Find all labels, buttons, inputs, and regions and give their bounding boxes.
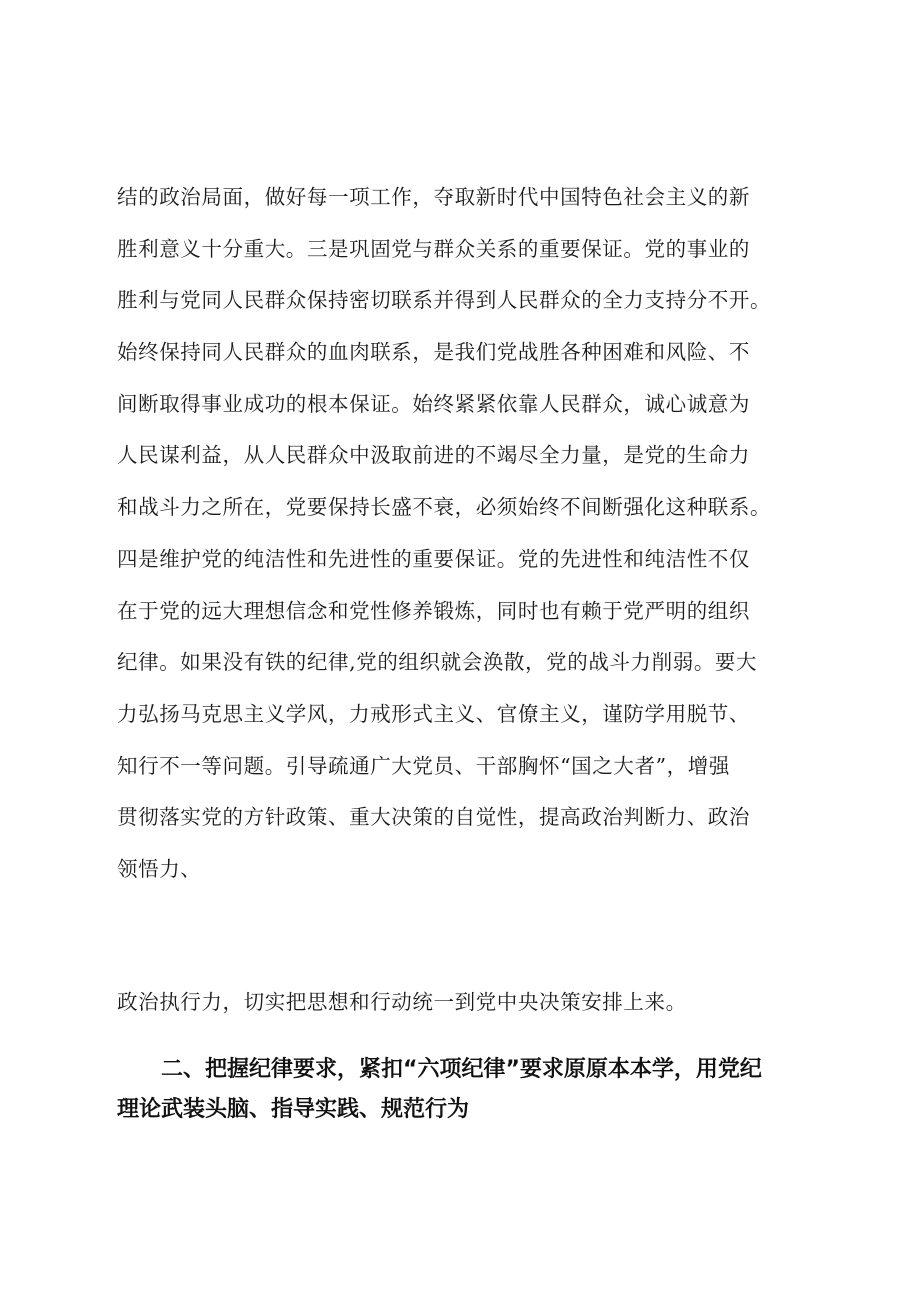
paragraph-last-line: 政治执行力，切实把思想和行动统一到党中央决策安排上来。 [117,990,687,1014]
paragraph-line: 在于党的远大理想信念和党性修养锻炼，同时也有赖于党严明的组织 [117,598,750,623]
paragraph-line: 胜利意义十分重大。三是巩固党与群众关系的重要保证。党的事业的 [117,236,750,261]
section-heading-line-1: 二、把握纪律要求，紧扣“六项纪律”要求原原本本学，用党纪 [161,1057,762,1082]
body-paragraph [117,172,837,896]
section-heading-line-2: 理论武装头脑、指导实践、规范行为 [117,1097,470,1122]
paragraph-line: 结的政治局面，做好每一项工作，夺取新时代中国特色社会主义的新 [117,185,750,209]
paragraph-line: 间断取得事业成功的根本保证。始终紧紧依靠人民群众，诚心诚意为 [117,391,750,416]
paragraph-line: 领悟力、 [117,856,202,881]
paragraph-line: 纪律。如果没有铁的纪律,党的组织就会涣散，党的战斗力削弱。要大 [117,650,758,675]
paragraph-line: 力弘扬马克思主义学风，力戒形式主义、官僚主义，谨防学用脱节、 [117,701,750,726]
paragraph-line: 贯彻落实党的方针政策、重大决策的自觉性，提高政治判断力、政治 [117,805,750,830]
paragraph-line: 和战斗力之所在，党要保持长盛不衰，必须始终不间断强化这种联系。 [117,495,772,520]
paragraph-line: 始终保持同人民群众的血肉联系，是我们党战胜各种困难和风险、不 [117,340,750,365]
paragraph-line: 四是维护党的纯洁性和先进性的重要保证。党的先进性和纯洁性不仅 [117,546,750,571]
section-heading [117,1050,837,1130]
paragraph-line: 人民谋利益，从人民群众中汲取前进的不竭尽全力量，是党的生命力 [117,443,750,468]
paragraph-line: 胜利与党同人民群众保持密切联系并得到人民群众的全力支持分不开。 [117,288,772,313]
paragraph-line: 知行不一等问题。引导疏通广大党员、干部胸怀“国之大者”，增强 [117,753,730,778]
